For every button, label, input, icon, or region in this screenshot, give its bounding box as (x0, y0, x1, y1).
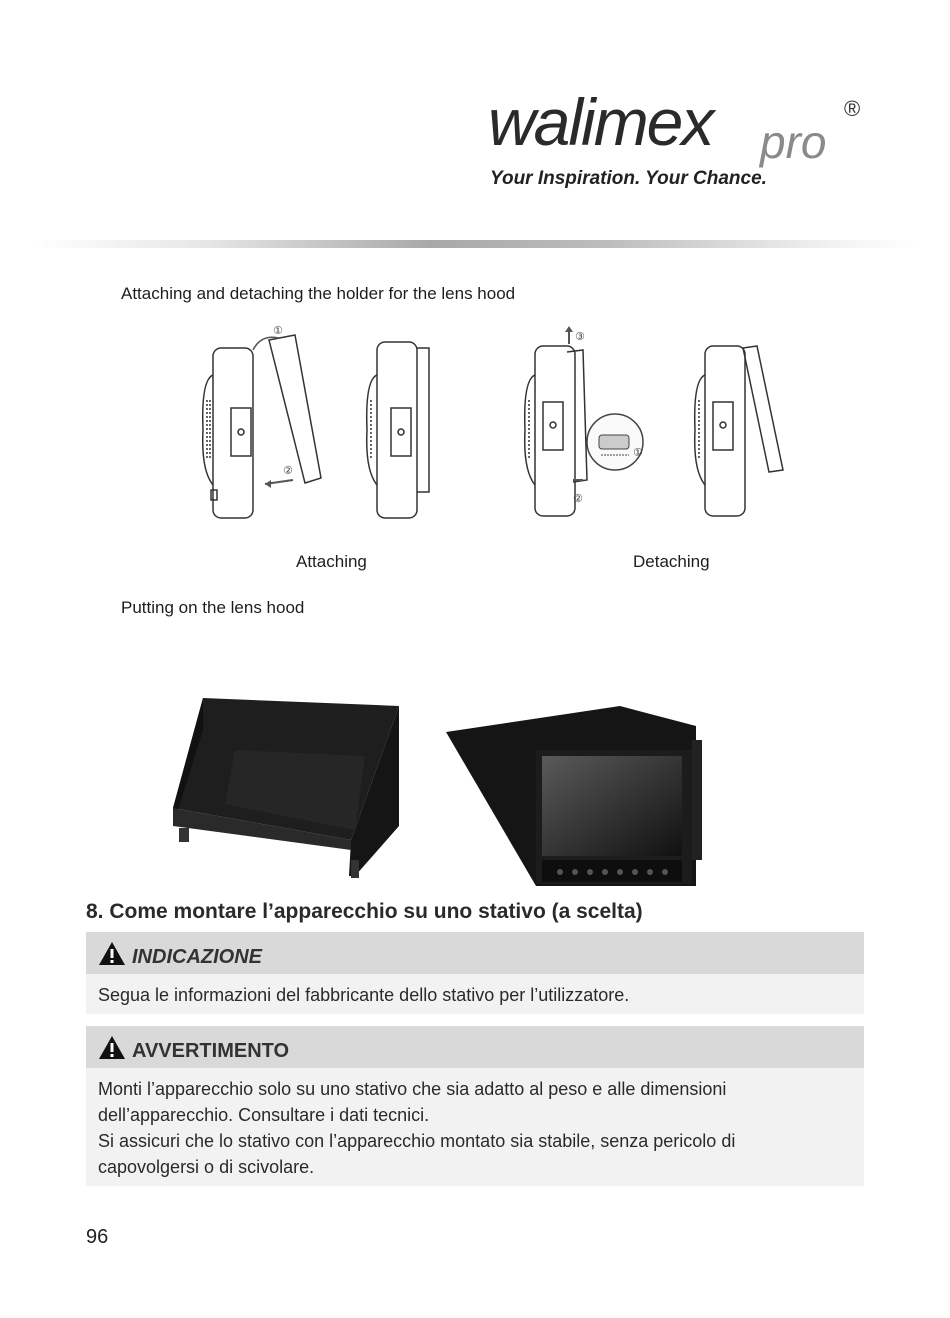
latch-detail (587, 414, 643, 470)
lens-hood-photo (165, 690, 405, 890)
warning-line-2: dell’apparecchio. Consultare i dati tecnici. (98, 1105, 430, 1125)
notice-body: Segua le informazioni del fabbricante dello stativo per l’utilizzatore. (98, 985, 630, 1005)
notice-title: INDICAZIONE (132, 946, 262, 968)
detaching-label: Detaching (633, 552, 710, 571)
brand-sub-wordmark: pro (760, 116, 827, 168)
warning-line-3: Si assicuri che lo stativo con l’apparecchio montato sia stabile, senza pericolo di (98, 1131, 736, 1151)
registered-mark: ® (844, 96, 861, 121)
step-marker-1: ① (273, 324, 283, 337)
holder-diagram (195, 320, 825, 530)
step-marker-2: ② (283, 464, 293, 477)
notice-box (86, 932, 864, 1014)
page-number: 96 (86, 1226, 109, 1248)
monitor-side-view-1 (203, 348, 253, 518)
lens-hood-caption: Putting on the lens hood (121, 598, 305, 617)
attaching-label: Attaching (296, 552, 367, 571)
warning-triangle-icon (98, 940, 126, 966)
step-marker-4: ① (633, 446, 643, 459)
notice-header (86, 932, 864, 974)
monitor-side-view-2 (367, 342, 429, 518)
warning-line-1: Monti l’apparecchio solo su uno stativo che sia adatto al peso e alle dimensioni (98, 1079, 727, 1099)
holder-plate-detached (743, 346, 783, 472)
holder-plate-1 (269, 335, 321, 483)
warning-header (86, 1026, 864, 1068)
warning-body (86, 1068, 864, 1190)
warning-triangle-icon (98, 1034, 126, 1060)
warning-line-4: capovolgersi o di scivolare. (98, 1157, 315, 1177)
warning-box (86, 1026, 864, 1186)
step-marker-3: ③ (575, 330, 585, 343)
header-divider (30, 240, 920, 248)
step-marker-5: ② (573, 492, 583, 505)
warning-title: AVVERTIMENTO (132, 1040, 290, 1062)
brand-logo (488, 82, 868, 202)
chapter-heading: 8. Come montare l’apparecchio su uno stativo (a scelta) (86, 900, 643, 923)
brand-wordmark: walimex (488, 85, 713, 159)
holder-caption: Attaching and detaching the holder for the lens hood (121, 284, 516, 303)
monitor-side-view-3 (525, 346, 587, 516)
brand-tagline: Your Inspiration. Your Chance. (490, 168, 767, 189)
monitor-with-hood-photo (440, 700, 710, 896)
monitor-side-view-4 (695, 346, 745, 516)
